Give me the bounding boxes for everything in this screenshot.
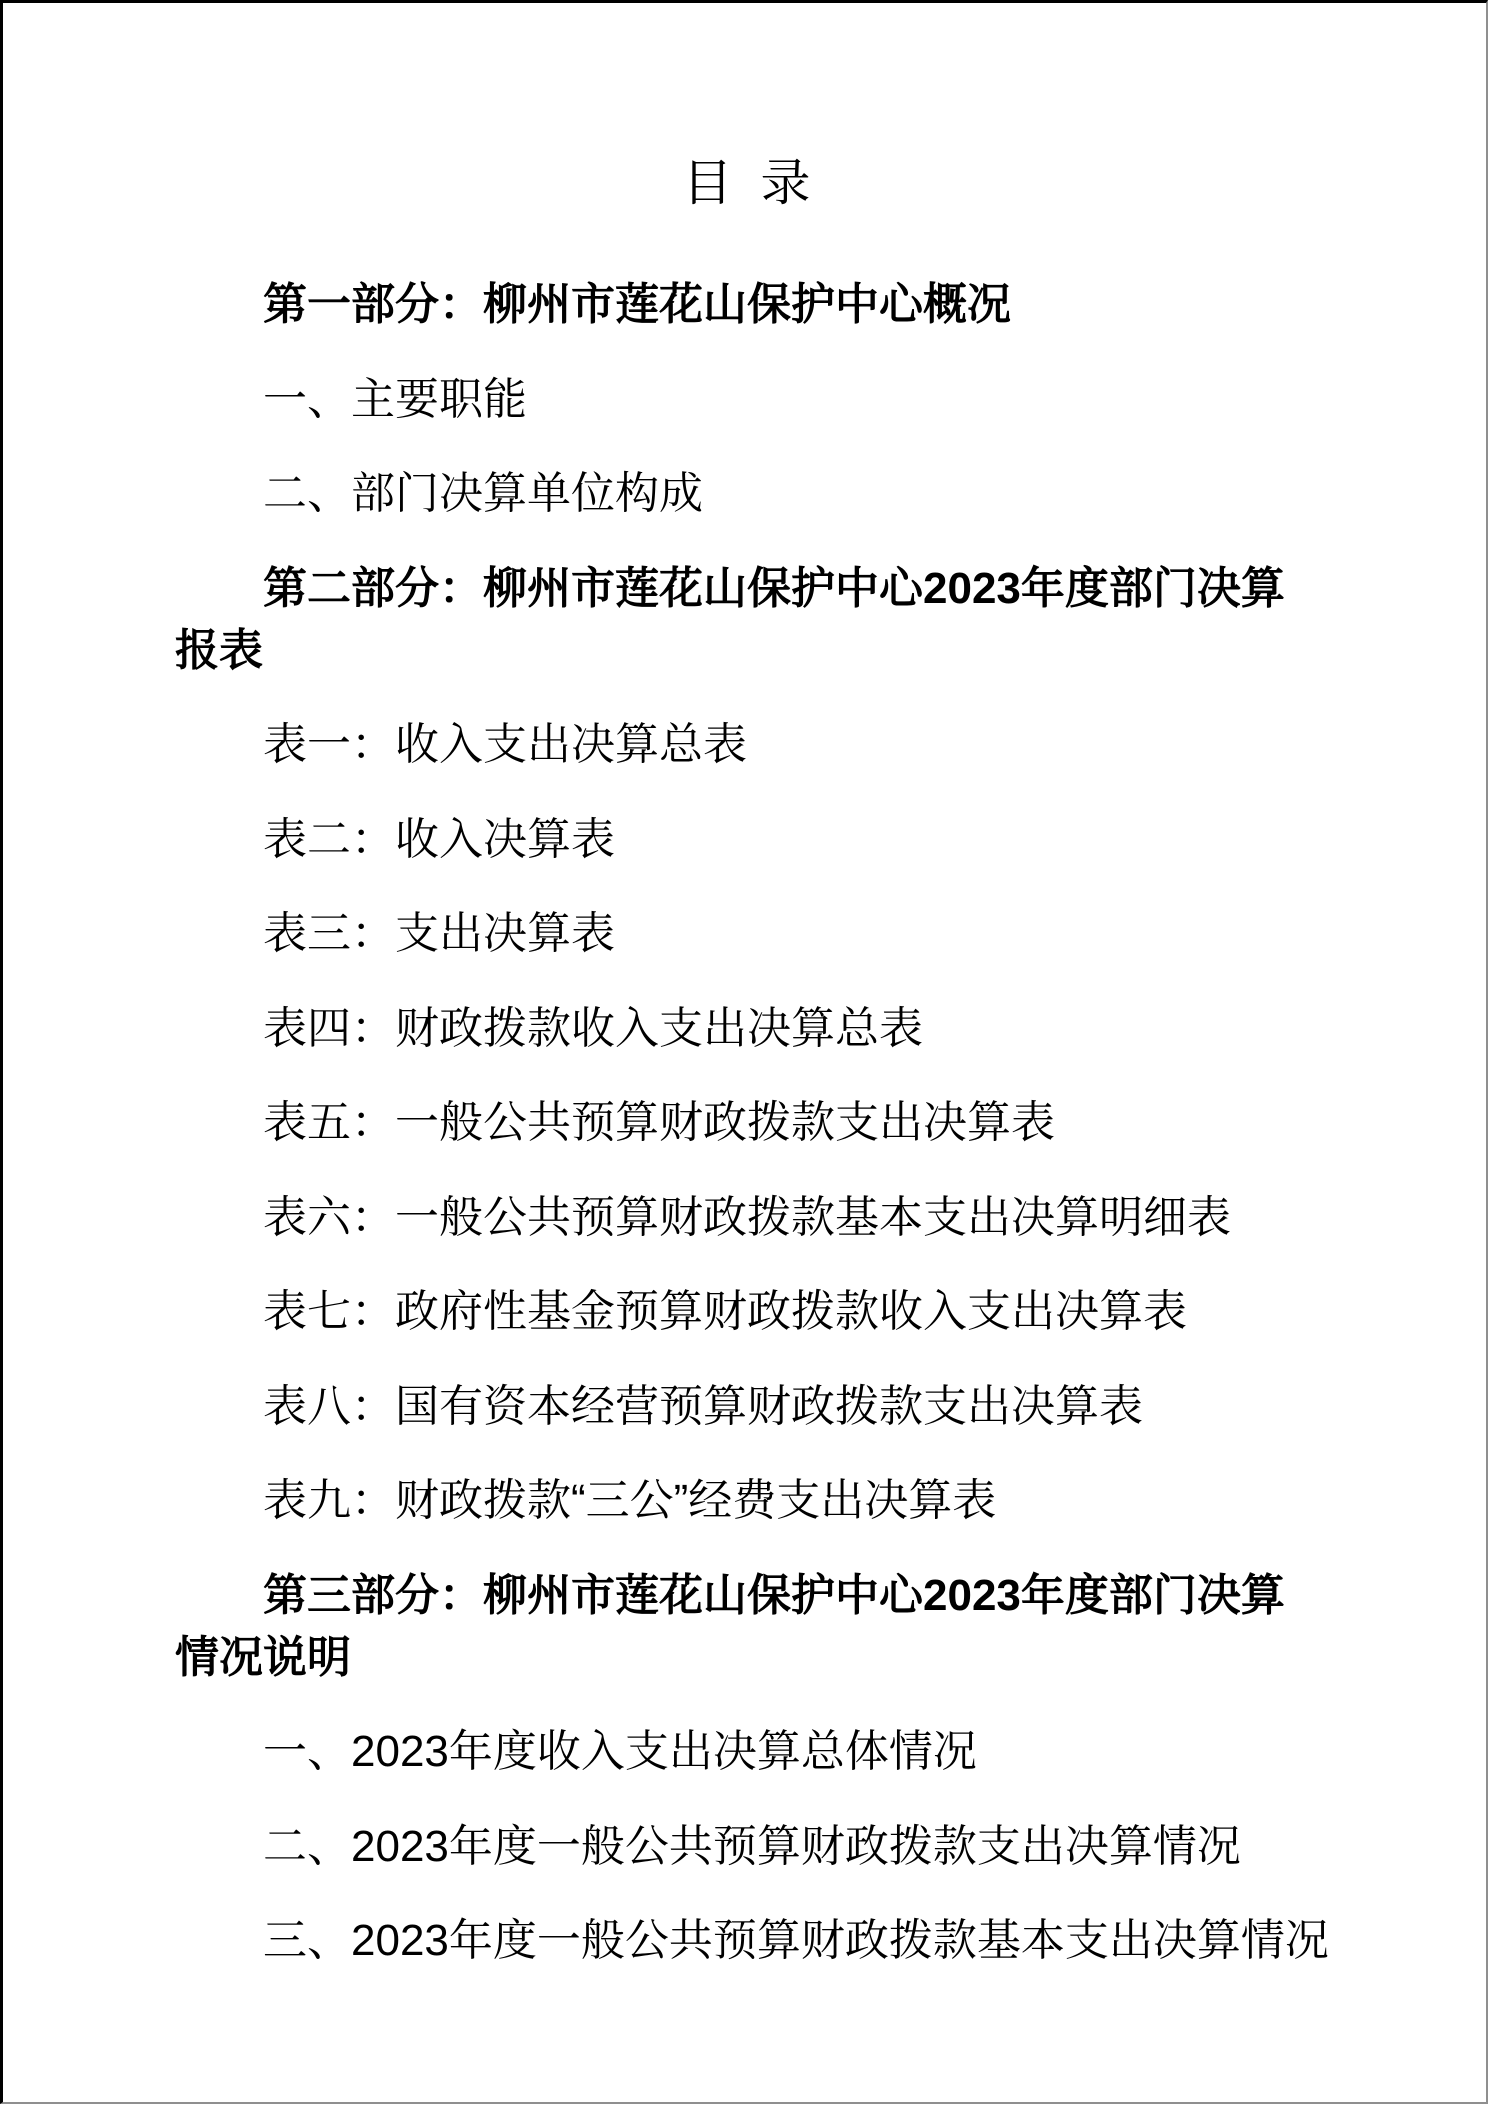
part2-heading-line1: 第二部分：柳州市莲花山保护中心2023年度部门决算 <box>263 563 1285 613</box>
toc-item-table7: 表七：政府性基金预算财政拨款收入支出决算表 <box>263 1287 1187 1336</box>
toc-item-general-budget-expenditure: 二、2023年度一般公共预算财政拨款支出决算情况 <box>263 1821 1241 1871</box>
page-title: 目 录 <box>682 155 811 211</box>
part3-heading <box>175 1565 1318 1689</box>
toc-item-table6: 表六：一般公共预算财政拨款基本支出决算明细表 <box>263 1192 1231 1242</box>
toc-item-table8: 表八：国有资本经营预算财政拨款支出决算表 <box>263 1381 1143 1431</box>
part3-heading-line1: 第三部分：柳州市莲花山保护中心2023年度部门决算 <box>263 1570 1285 1620</box>
toc-item-main-functions: 一、主要职能 <box>263 374 527 424</box>
toc-item-basic-expenditure: 三、2023年度一般公共预算财政拨款基本支出决算情况 <box>263 1916 1329 1965</box>
toc-item-table3: 表三：支出决算表 <box>263 909 615 958</box>
part3-heading-line2: 情况说明 <box>175 1632 351 1682</box>
toc-item-table2: 表二：收入决算表 <box>263 814 615 864</box>
toc-item-table4: 表四：财政拨款收入支出决算总表 <box>263 1003 923 1053</box>
toc-item-table9: 表九：财政拨款“三公”经费支出决算表 <box>263 1476 997 1525</box>
toc-item-table5: 表五：一般公共预算财政拨款支出决算表 <box>263 1098 1055 1147</box>
toc-item-unit-composition: 二、部门决算单位构成 <box>263 469 703 518</box>
toc-item-table1: 表一：收入支出决算总表 <box>263 720 747 769</box>
part1-heading: 第一部分：柳州市莲花山保护中心概况 <box>263 280 1011 329</box>
part2-heading <box>175 558 1318 682</box>
part2-heading-line2: 报表 <box>175 625 263 675</box>
toc-item-overall-situation: 一、2023年度收入支出决算总体情况 <box>263 1727 977 1776</box>
